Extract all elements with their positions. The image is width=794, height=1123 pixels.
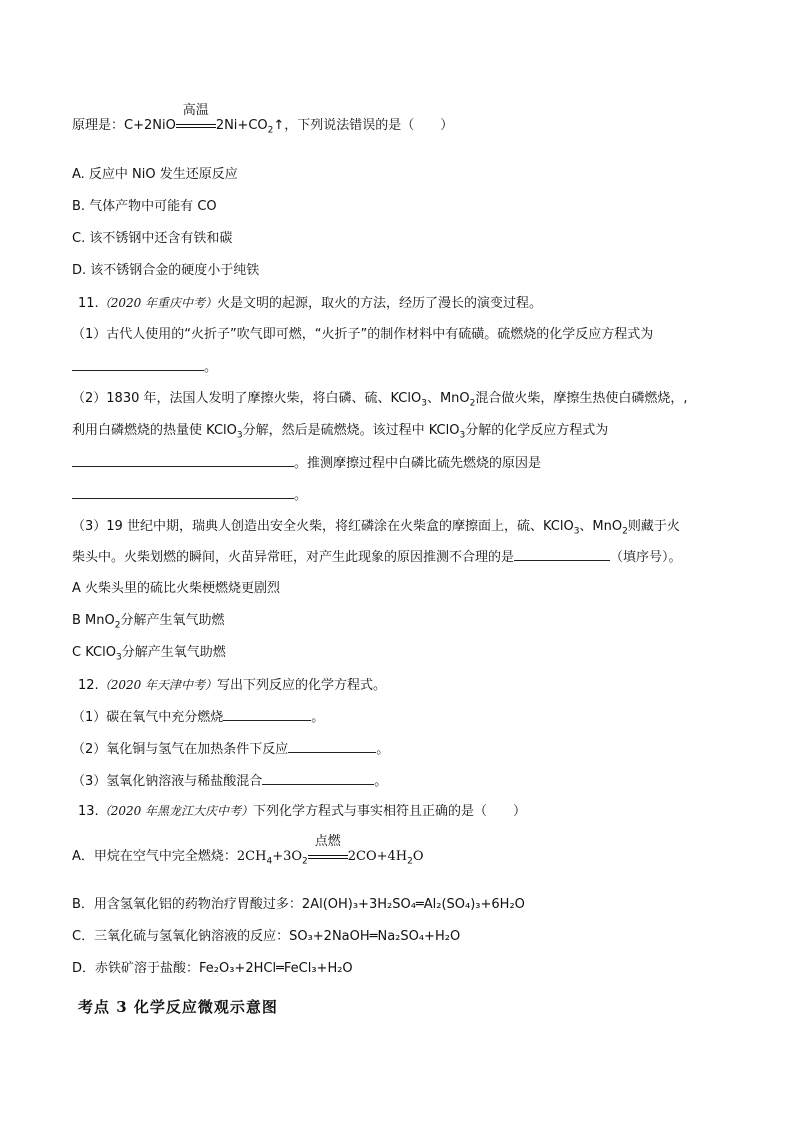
- q12-item-3: [72, 772, 387, 791]
- q11-part2-line1: [72, 390, 688, 413]
- subscript: 3: [236, 430, 243, 441]
- subscript: 4: [266, 856, 273, 867]
- text: 分解，然后是硫燃烧。该过程中 KClO: [242, 423, 460, 438]
- period: 。: [311, 710, 325, 725]
- text: 混合做火柴，摩擦生热使白磷燃烧，,: [475, 391, 688, 406]
- q11-part1-answer-line: [72, 358, 217, 377]
- condition-label: 高温: [182, 103, 209, 118]
- text: 。推测摩擦过程中白磷比硫先燃烧的原因是: [294, 456, 542, 471]
- text: A．甲烷在空气中完全燃烧：: [72, 849, 237, 864]
- q11-option-c: [72, 644, 226, 667]
- subscript: 2: [114, 620, 121, 631]
- intro-suffix: ，下列说法错误的是（ ）: [284, 118, 454, 133]
- q12-item-1: [72, 708, 324, 727]
- text: 分解产生氧气助燃: [121, 645, 226, 660]
- co2-subscript: 2: [267, 125, 274, 136]
- q13-option-a: [72, 834, 424, 871]
- answer-blank: [72, 454, 294, 467]
- equation: Fe₂O₃+2HCl═FeCl₃+H₂O: [199, 961, 353, 976]
- reaction-condition: [308, 834, 348, 866]
- question-number: 11.: [78, 296, 99, 311]
- q11-part2-line4: [72, 486, 307, 505]
- subscript: 3: [573, 526, 580, 537]
- q12-item-2: [72, 740, 389, 759]
- text: 利用白磷燃烧的热量使 KClO: [72, 423, 237, 438]
- q10-option-a: A. 反应中 NiO 发生还原反应: [72, 167, 238, 182]
- text: 、MnO: [426, 391, 470, 406]
- q11-option-a: A 火柴头里的硫比火柴梗燃烧更剧烈: [72, 581, 281, 596]
- formula: 2CH: [236, 849, 267, 864]
- q11-part1: （1）古代人使用的“火折子”吹气即可燃，“火折子”的制作材料中有硫磺。硫燃烧的化学反应方程式为: [72, 327, 654, 342]
- text: （填序号）。: [610, 550, 682, 565]
- q10-option-d: D. 该不锈钢合金的硬度小于纯铁: [72, 263, 260, 278]
- reaction-condition: [176, 103, 216, 135]
- q12-stem-line: [78, 676, 386, 695]
- answer-blank: [223, 708, 311, 721]
- answer-blank: [288, 740, 376, 753]
- q11-part3-line1: [72, 518, 680, 541]
- subscript: 3: [421, 398, 427, 409]
- question-stem: 火是文明的起源，取火的方法，经历了漫长的演变过程。: [217, 296, 543, 311]
- subscript: 2: [469, 398, 476, 409]
- subscript: 2: [622, 526, 628, 537]
- q11-part3-line2: [72, 548, 682, 567]
- question-source: （2020 年天津中考）: [98, 678, 218, 692]
- formula: O: [412, 849, 424, 864]
- text: 分解的化学反应方程式为: [465, 423, 609, 438]
- text: （2）1830 年，法国人发明了摩擦火柴，将白磷、硫、KClO: [72, 391, 422, 406]
- text: C KClO: [72, 645, 116, 660]
- question-number: 13.: [78, 804, 99, 819]
- text: （2）氧化铜与氢气在加热条件下反应: [72, 742, 289, 757]
- gas-arrow: ↑: [273, 118, 285, 133]
- answer-blank: [262, 772, 374, 785]
- period: 。: [294, 488, 308, 503]
- q10-option-b: B. 气体产物中可能有 CO: [72, 199, 217, 214]
- text: B．用含氢氧化铝的药物治疗胃酸过多：: [72, 897, 302, 912]
- question-number: 12.: [78, 678, 99, 693]
- text: （3）19 世纪中期，瑞典人创造出安全火柴，将红磷涂在火柴盒的摩擦面上，硫、KClO: [72, 519, 574, 534]
- question-source: （2020 年重庆中考）: [98, 296, 218, 310]
- text: 分解产生氧气助燃: [120, 613, 225, 628]
- intro-line: [72, 103, 454, 140]
- q13-option-d: [72, 960, 353, 978]
- subscript: 3: [459, 430, 466, 441]
- answer-blank: [72, 358, 204, 371]
- question-source: （2020 年黑龙江大庆中考）: [98, 804, 254, 818]
- question-stem: 下列化学方程式与事实相符且正确的是（ ）: [253, 804, 527, 819]
- q11-stem-line: [78, 294, 542, 313]
- q13-stem-line: [78, 802, 526, 821]
- period: 。: [204, 360, 218, 375]
- condition-label: 点燃: [314, 834, 341, 849]
- text: （3）氢氧化钠溶液与稀盐酸混合: [72, 774, 263, 789]
- question-stem: 写出下列反应的化学方程式。: [217, 678, 387, 693]
- formula: 2CO+4H: [347, 849, 408, 864]
- text: D．赤铁矿溶于盐酸：: [72, 961, 200, 976]
- equation: SO₃+2NaOH═Na₂SO₄+H₂O: [289, 929, 461, 944]
- text: 则藏于火: [627, 519, 680, 534]
- subscript: 2: [407, 856, 413, 867]
- intro-products: 2Ni+CO: [215, 118, 268, 133]
- q11-option-b: [72, 612, 225, 635]
- text: （1）碳在氧气中充分燃烧: [72, 710, 224, 725]
- equals-double-line: [176, 124, 216, 128]
- text: 柴头中。火柴划燃的瞬间，火苗异常旺，对产生此现象的原因推测不合理的是: [72, 550, 515, 565]
- q13-option-b: [72, 896, 525, 914]
- equals-double-line: [308, 855, 348, 859]
- period: 。: [374, 774, 388, 789]
- text: C．三氧化硫与氢氧化钠溶液的反应：: [72, 929, 290, 944]
- intro-prefix: 原理是：C+2NiO: [72, 118, 176, 133]
- answer-blank: [514, 548, 610, 561]
- equation: 2Al(OH)₃+3H₂SO₄═Al₂(SO₄)₃+6H₂O: [301, 897, 525, 912]
- formula: +3O: [272, 849, 303, 864]
- subscript: 3: [115, 652, 122, 663]
- answer-blank: [72, 486, 294, 499]
- text: B MnO: [72, 613, 115, 628]
- q11-part2-line2: [72, 422, 608, 445]
- text: 、MnO: [579, 519, 623, 534]
- period: 。: [376, 742, 390, 757]
- q13-option-c: [72, 928, 460, 946]
- subscript: 2: [302, 856, 308, 867]
- q11-part2-line3: [72, 454, 541, 473]
- q10-option-c: C. 该不锈钢中还含有铁和碳: [72, 231, 233, 246]
- section-heading: 考点 3 化学反应微观示意图: [78, 998, 278, 1016]
